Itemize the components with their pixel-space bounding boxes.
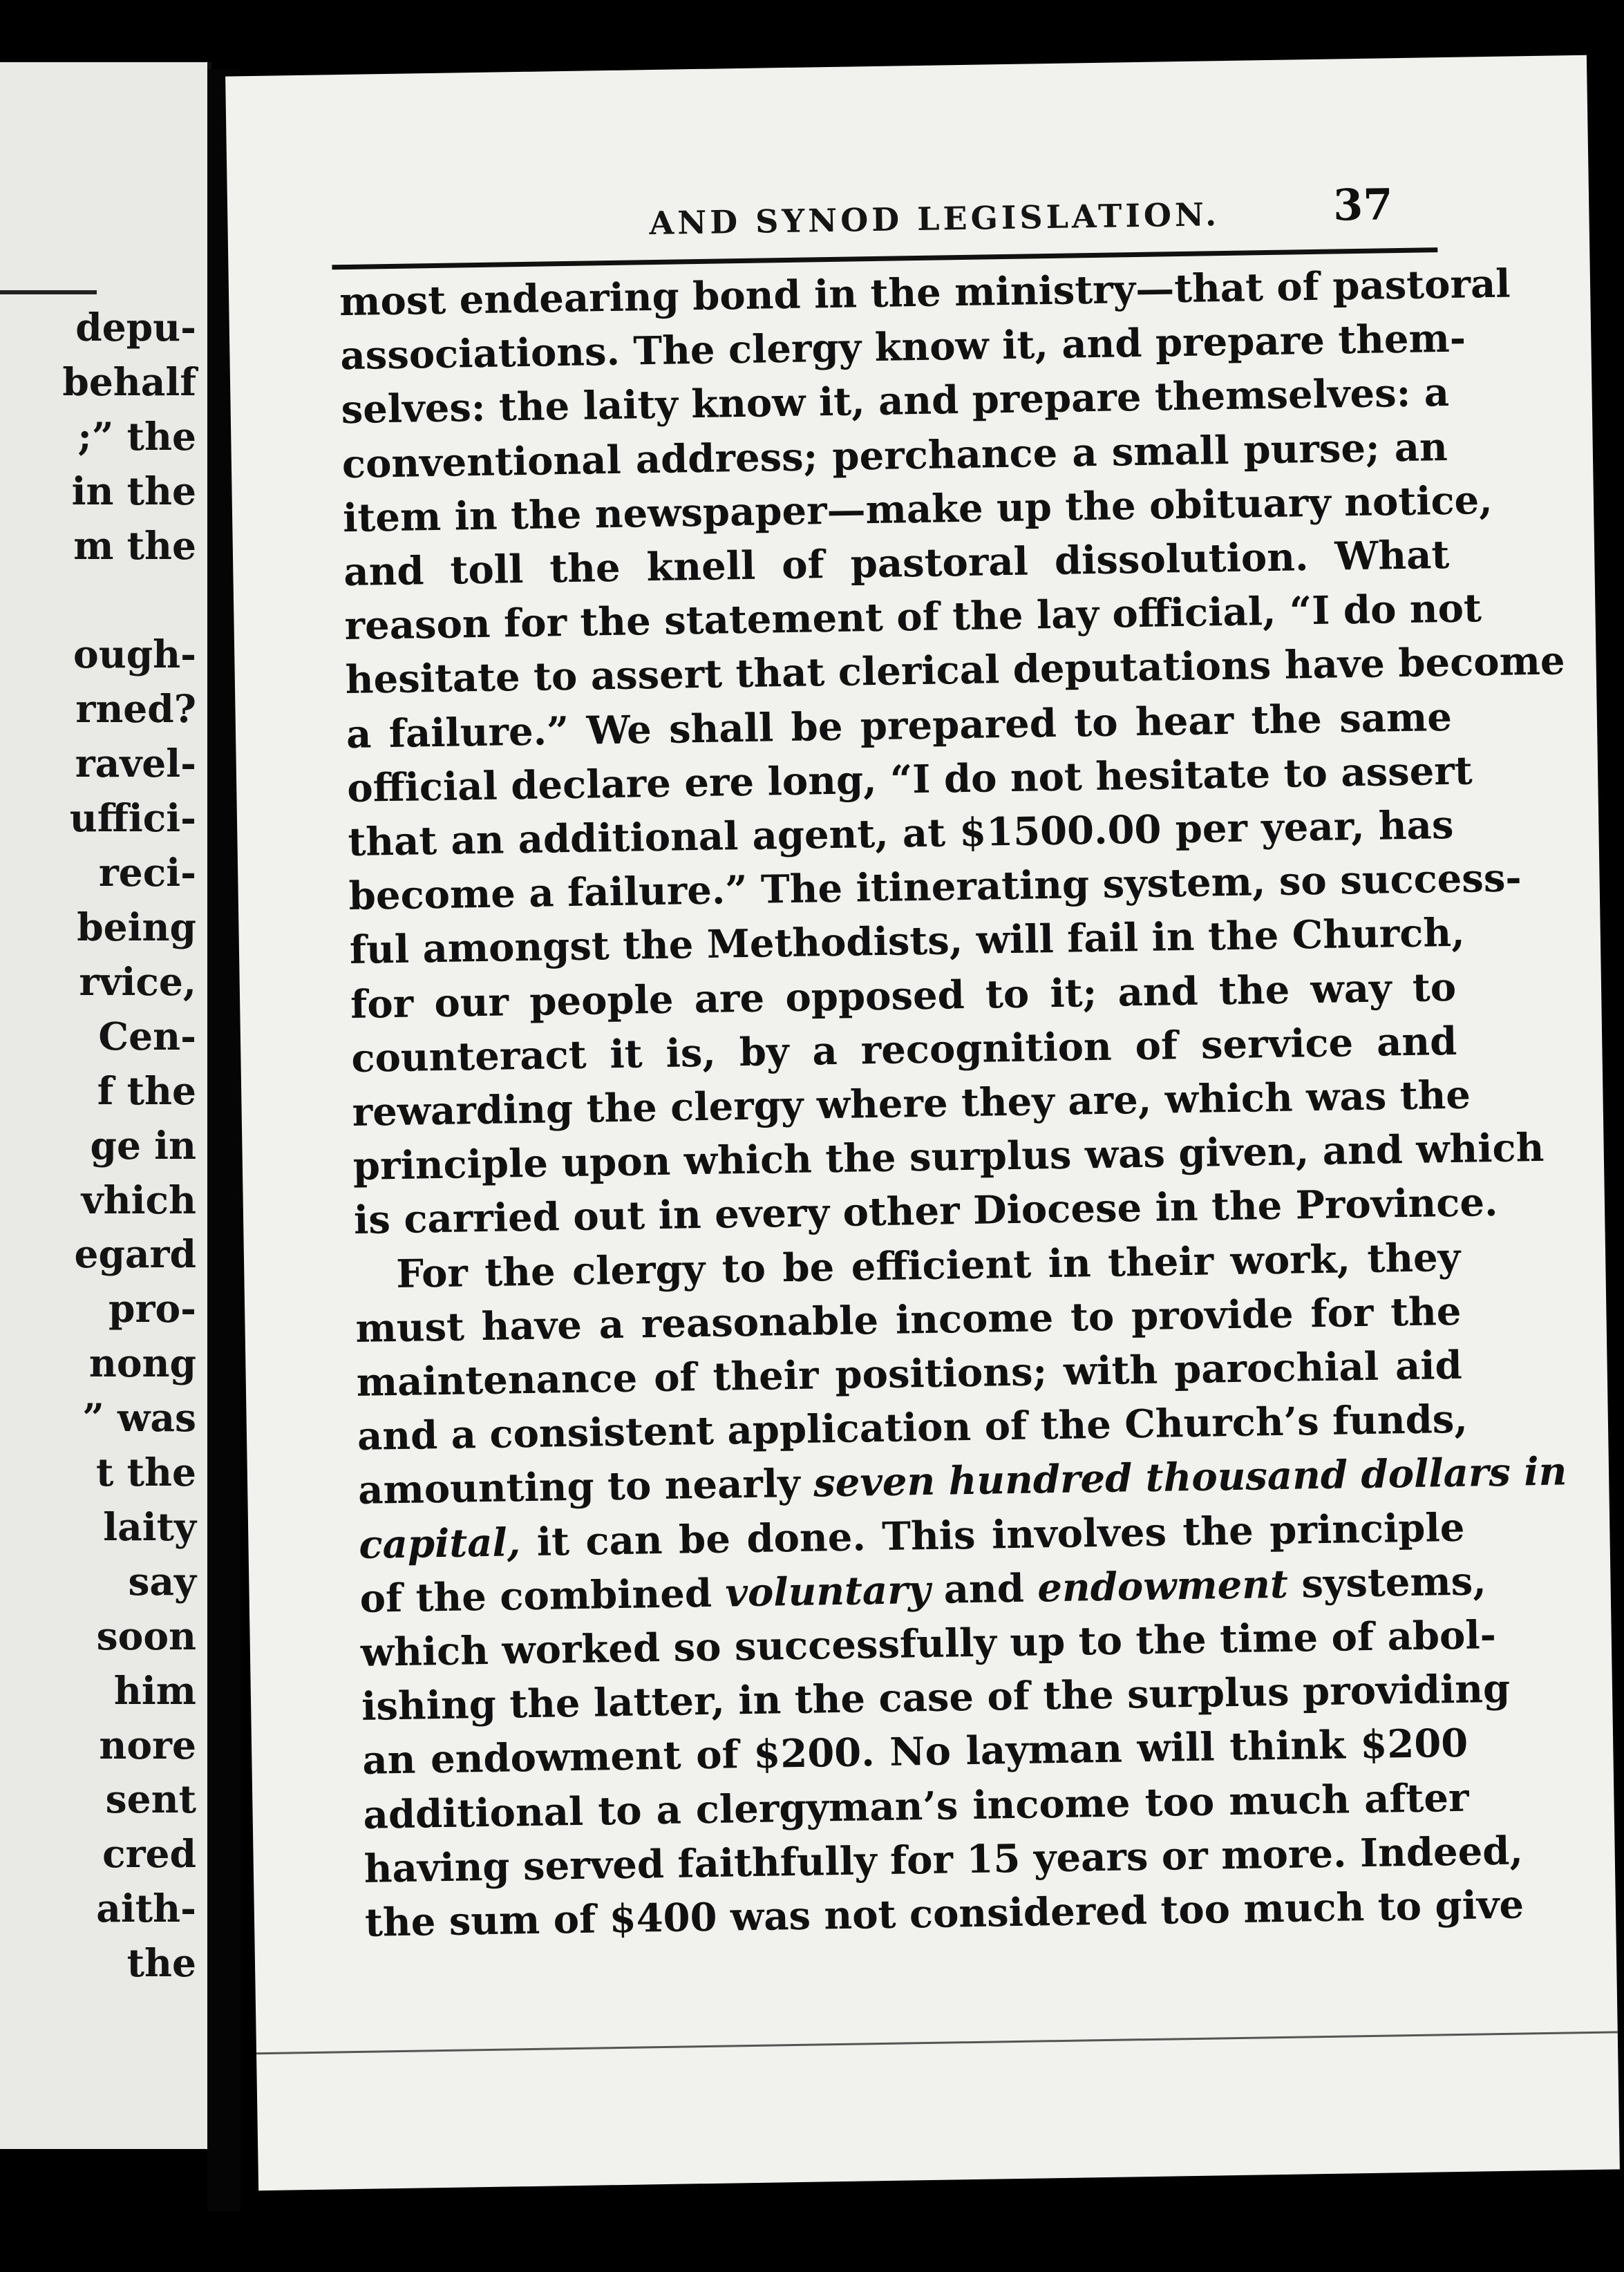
- left-page-fragment: [62, 574, 196, 628]
- left-page-fragment: cred: [102, 1831, 196, 1877]
- left-page-fragment: in the: [71, 468, 196, 513]
- left-page-fragment: behalf: [62, 359, 196, 404]
- text-line: an endowment of $200. No layman will think $200: [361, 1721, 1469, 1784]
- left-page-fragment: pro-: [108, 1286, 196, 1332]
- text-line: For the clergy to be efficient in their work, they: [395, 1234, 1461, 1297]
- left-page-fragment: uffici-: [69, 795, 196, 841]
- left-page-fragment: ge in: [90, 1122, 196, 1168]
- left-page-fragment: f the: [97, 1068, 196, 1113]
- left-page-fragment: Cen-: [98, 1013, 196, 1059]
- text-line: counteract it is, by a recognition of service and: [350, 1018, 1457, 1081]
- text-run: it can be done. This involves the principle: [520, 1504, 1465, 1565]
- text-line: official declare ere long, “I do not hesitate to assert: [346, 748, 1473, 811]
- running-head: AND SYNOD LEGISLATION.: [649, 196, 1220, 243]
- left-page-fragment: t the: [96, 1450, 196, 1495]
- text-line: reason for the statement of the lay official, “I do not: [344, 585, 1482, 650]
- left-page-fragment: laity: [103, 1504, 196, 1549]
- text-line: having served faithfully for 15 years or more. Indeed,: [363, 1828, 1524, 1892]
- left-page-fragment: ravel-: [75, 741, 196, 786]
- left-page-fragment: reci-: [98, 850, 196, 896]
- left-page-fragment: rned?: [75, 686, 196, 732]
- text-run: of the combined: [359, 1570, 726, 1622]
- left-page-fragment: egard: [74, 1231, 196, 1277]
- text-line: item in the newspaper—make up the obituary notice,: [342, 477, 1493, 541]
- italic-text: seven hundred thousand dollars in: [813, 1448, 1567, 1507]
- text-line: conventional address; perchance a small purse; an: [341, 424, 1448, 487]
- text-run: systems,: [1287, 1558, 1487, 1607]
- text-line: selves: the laity know it, and prepare themselves: a: [341, 370, 1450, 433]
- text-line: rewarding the clergy where they are, which was the: [352, 1072, 1471, 1136]
- page: [225, 55, 1620, 2191]
- left-page-fragment: sent: [105, 1777, 196, 1822]
- left-page-fragment: aith-: [96, 1886, 196, 1931]
- text-line: hesitate to assert that clerical deputations have become: [345, 638, 1565, 703]
- left-page-fragment: m the: [73, 522, 196, 568]
- left-page-fragment: depu-: [75, 305, 196, 350]
- left-page-rule: [0, 290, 97, 294]
- left-page-fragment: him: [113, 1667, 196, 1713]
- text-line: principle upon which the surplus was given, and which: [352, 1125, 1545, 1190]
- text-line: and toll the knell of pastoral dissolution. What: [343, 531, 1450, 596]
- text-line: a failure.” We shall be prepared to hear the same: [346, 694, 1453, 757]
- left-page-fragment: say: [128, 1558, 196, 1604]
- left-page-fragment: ” was: [82, 1395, 196, 1441]
- italic-text: endowment: [1037, 1561, 1289, 1611]
- left-page-fragment: the: [126, 1940, 196, 1986]
- left-page-fragment: being: [77, 904, 196, 949]
- text-line: is carried out in every other Diocese in the Province.: [353, 1180, 1498, 1244]
- text-line: most endearing bond in the ministry—that of pastoral: [339, 261, 1511, 325]
- left-page-fragment: nong: [88, 1341, 196, 1386]
- text-run: and: [929, 1565, 1038, 1613]
- italic-text: voluntary: [724, 1566, 931, 1616]
- italic-text: capital,: [358, 1519, 521, 1568]
- page-number: 37: [1332, 179, 1394, 231]
- text-line: that an additional agent, at $1500.00 per year, has: [348, 802, 1454, 866]
- text-line: which worked so successfully up to the time of abol-: [360, 1612, 1497, 1676]
- left-page: [0, 62, 211, 2149]
- text-line: and a consistent application of the Church’s funds,: [357, 1396, 1469, 1460]
- body-text: [339, 258, 1567, 1950]
- page-header: [587, 179, 1417, 254]
- text-run: amounting to nearly: [357, 1461, 814, 1514]
- left-page-fragment: ough-: [73, 632, 196, 677]
- left-page-fragment: vhich: [81, 1177, 196, 1222]
- text-line: maintenance of their positions; with parochial aid: [356, 1342, 1463, 1405]
- text-line: the sum of $400 was not considered too much to give: [364, 1882, 1524, 1946]
- scan-bottom-rule: [256, 2027, 1620, 2054]
- text-line: additional to a clergyman’s income too much after: [363, 1774, 1469, 1838]
- left-page-fragment: nore: [99, 1722, 196, 1768]
- left-page-fragment: rvice,: [79, 958, 196, 1004]
- left-page-text: [62, 301, 196, 1991]
- left-page-fragment: soon: [96, 1613, 196, 1658]
- text-line: must have a reasonable income to provide for the: [355, 1288, 1462, 1352]
- text-line: become a failure.” The itinerating system, so success-: [348, 855, 1522, 920]
- text-line: ishing the latter, in the case of the surplus providing: [361, 1666, 1511, 1730]
- left-page-fragment: ;” the: [77, 413, 196, 459]
- text-line: for our people are opposed to it; and the way to: [350, 964, 1457, 1028]
- text-line: associations. The clergy know it, and prepare them-: [339, 315, 1466, 379]
- text-line: ful amongst the Methodists, will fail in the Church,: [349, 910, 1466, 974]
